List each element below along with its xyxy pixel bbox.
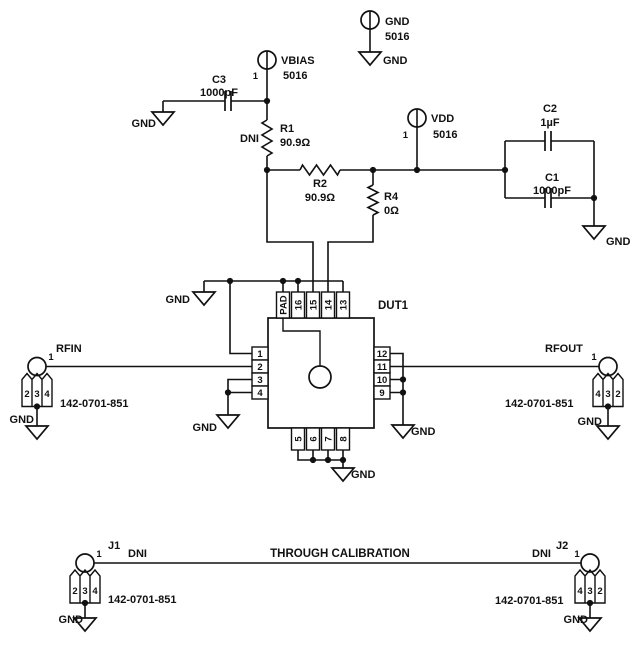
junction-dot <box>280 278 286 284</box>
gnd-label: GND <box>383 55 408 67</box>
gnd-symbol <box>359 52 381 65</box>
resistor-r1 <box>240 120 310 156</box>
gnd-symbol <box>583 226 605 239</box>
rfout-pin2: 2 <box>615 389 621 400</box>
rfout-label: RFOUT <box>545 343 583 355</box>
pin-label-16: 16 <box>293 299 305 311</box>
wire-c3-net <box>163 101 267 112</box>
j2-pin3: 3 <box>587 586 593 597</box>
j2-pin4: 4 <box>577 586 583 597</box>
junction-dot <box>325 457 331 463</box>
pin-label-1: 1 <box>257 349 263 360</box>
gnd-label: GND <box>9 414 34 426</box>
c1-value: 1000pF <box>533 185 571 197</box>
vbias-value: 5016 <box>283 70 308 82</box>
wire-nodeA-to-pin15 <box>267 170 313 292</box>
vdd-value: 5016 <box>433 129 458 141</box>
pin-label-9: 9 <box>379 388 385 399</box>
capacitor-c3 <box>132 74 239 130</box>
rfin-pin2: 2 <box>24 389 30 400</box>
j2-part-number: 142-0701-851 <box>495 595 564 607</box>
pin-label-2: 2 <box>257 362 263 373</box>
c3-ref: C3 <box>211 74 227 86</box>
vbias-name: VBIAS <box>281 55 315 67</box>
wire-pin3-pin4-gnd <box>228 380 252 416</box>
resistor-r2 <box>300 165 340 204</box>
dut1-bottom-pins <box>292 428 350 450</box>
gnd-label: GND <box>58 614 83 626</box>
j1-dni-note: DNI <box>128 548 147 560</box>
pin-label-13: 13 <box>338 299 350 311</box>
vdd-connector <box>403 109 458 141</box>
junction-dot <box>414 167 420 173</box>
top-gnd-connector <box>361 11 410 67</box>
c1-ref: C1 <box>544 172 560 184</box>
dut1-left-pins <box>252 347 268 399</box>
rfout-connector <box>505 343 623 428</box>
dut1-pad-trace <box>283 318 320 366</box>
pin-label-pad: PAD <box>278 295 290 315</box>
dut1-body <box>268 318 374 428</box>
j2-connector <box>495 540 605 626</box>
j2-pin2: 2 <box>597 586 603 597</box>
junction-dot <box>370 167 376 173</box>
r1-ref: R1 <box>280 123 295 135</box>
pin-label-15: 15 <box>308 299 320 311</box>
c3-value: 1000pF <box>200 87 238 99</box>
through-calibration-label: THROUGH CALIBRATION <box>270 548 410 560</box>
gnd-label: GND <box>563 614 588 626</box>
j1-pin1: 1 <box>96 549 102 560</box>
pin-label-10: 10 <box>376 375 388 386</box>
j1-pin4: 4 <box>92 586 98 597</box>
junction-dot <box>264 98 270 104</box>
junction-dot <box>295 278 301 284</box>
rfin-pin4: 4 <box>44 389 50 400</box>
j2-pin1: 1 <box>574 549 580 560</box>
wire-right-gnd <box>390 354 403 426</box>
vdd-name: VDD <box>431 113 455 125</box>
r2-ref: R2 <box>312 178 328 190</box>
pin-label-6: 6 <box>308 436 320 442</box>
resistor-r4 <box>368 185 399 217</box>
wire-bottom-gnd <box>298 450 343 468</box>
pin-label-14: 14 <box>323 299 335 311</box>
rfin-connector <box>10 343 129 426</box>
resistor-zigzag <box>300 165 340 175</box>
gnd-symbol <box>193 292 215 305</box>
rfout-part-number: 142-0701-851 <box>505 398 574 410</box>
rfout-pin3: 3 <box>605 389 611 400</box>
rfin-label: RFIN <box>56 343 82 355</box>
capacitor-c1 <box>533 172 630 248</box>
gnd-label: GND <box>165 294 190 306</box>
dut1-pad-circle <box>309 366 331 388</box>
rfout-pin4: 4 <box>595 389 601 400</box>
capacitor-plates <box>545 131 551 151</box>
pin-label-8: 8 <box>338 436 350 442</box>
top-gnd-value: 5016 <box>385 31 410 43</box>
junction-dot <box>225 389 231 395</box>
j1-part-number: 142-0701-851 <box>108 594 177 606</box>
r1-dni-note: DNI <box>240 133 259 145</box>
junction-dot <box>310 457 316 463</box>
pin-label-4: 4 <box>257 388 263 399</box>
junction-dot <box>227 278 233 284</box>
r4-ref: R4 <box>384 191 399 203</box>
wire-r4-to-pin14 <box>328 170 373 292</box>
vbias-pin1: 1 <box>252 71 258 82</box>
gnd-label: GND <box>577 416 602 428</box>
c2-ref: C2 <box>542 103 558 115</box>
j1-pin3: 3 <box>82 586 88 597</box>
dut1-component <box>252 292 409 450</box>
dut1-ref: DUT1 <box>378 300 409 312</box>
gnd-label: GND <box>131 118 156 130</box>
r1-value: 90.9Ω <box>280 137 311 149</box>
vbias-connector <box>253 51 315 82</box>
pin-label-12: 12 <box>376 349 388 360</box>
r2-value: 90.9Ω <box>304 192 336 204</box>
rfin-pin1: 1 <box>48 352 54 363</box>
r4-value: 0Ω <box>384 205 399 217</box>
resistor-zigzag <box>262 120 272 156</box>
gnd-label: GND <box>351 469 376 481</box>
j1-ref: J1 <box>108 540 121 552</box>
j2-ref: J2 <box>556 540 569 552</box>
junction-dot <box>400 389 406 395</box>
rfin-pin3: 3 <box>34 389 40 400</box>
gnd-symbol <box>217 415 239 428</box>
gnd-label: GND <box>411 426 436 438</box>
pin-label-3: 3 <box>257 375 263 386</box>
pin-label-7: 7 <box>323 436 335 442</box>
junction-dot <box>264 167 270 173</box>
gnd-symbol <box>26 426 48 439</box>
pin-label-5: 5 <box>293 436 305 442</box>
c2-value: 1µF <box>540 117 560 129</box>
capacitor-c2 <box>540 103 559 151</box>
gnd-label: GND <box>606 236 631 248</box>
j2-dni-note: DNI <box>532 548 551 560</box>
j1-connector <box>59 540 177 626</box>
rfout-pin1: 1 <box>591 352 597 363</box>
pin-label-11: 11 <box>376 362 388 373</box>
dut1-right-pins <box>374 347 390 399</box>
junction-dot <box>502 167 508 173</box>
rfin-part-number: 142-0701-851 <box>60 398 129 410</box>
j1-pin2: 2 <box>72 586 78 597</box>
junction-dot <box>400 376 406 382</box>
junction-dot <box>591 195 597 201</box>
top-gnd-name: GND <box>385 16 410 28</box>
resistor-zigzag <box>368 185 378 215</box>
dut1-top-pins <box>277 292 350 318</box>
junction-dot <box>340 457 346 463</box>
vdd-pin1: 1 <box>402 130 408 141</box>
gnd-label: GND <box>192 422 217 434</box>
